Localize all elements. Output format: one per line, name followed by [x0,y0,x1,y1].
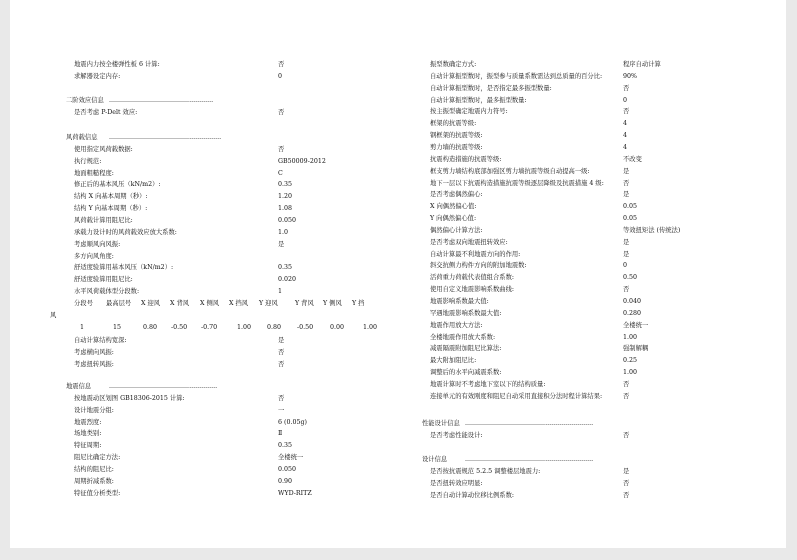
setting-label: 执行规范: [74,157,102,165]
setting-label: 特征周期: [74,442,102,450]
setting-value: 90% [623,72,637,80]
table-header-cell: X 迎风 [141,299,161,307]
section-title-wind-leader-dots: ........................................................ [109,134,222,141]
table-cell: 15 [113,323,122,331]
setting-label: 地下一层以下抗震构造措施抗震等级逐层降级及抗震措施 4 级: [430,179,604,187]
setting-value: 0.35 [278,181,293,189]
table-cell: 0.80 [267,323,282,331]
setting-value: 0.35 [278,264,293,272]
setting-label: 结构的阻尼比: [74,465,114,473]
table-header-cell: X 侧风 [200,299,220,307]
setting-label: 考虑扭转风振: [74,360,114,368]
setting-label: 按地震动区划图 GB18306-2015 计算: [74,394,185,402]
setting-value: 否 [278,108,285,116]
table-header-wrap: 风 [50,311,57,319]
setting-label: 是否自动计算动位移比例系数: [430,491,514,499]
setting-label: 剪力墙的抗震等级: [430,143,483,151]
setting-value: C [278,169,283,177]
setting-label: 结构 X 向基本周期（秒）: [74,193,148,201]
table-cell: 1.00 [363,323,378,331]
setting-value: 1.0 [278,228,289,236]
section-title-seismic-leader-dots: ...................................................... [109,383,218,390]
setting-value: 否 [623,380,630,388]
table-cell: 1.00 [237,323,252,331]
setting-value: 1.20 [278,193,293,201]
setting-label: 钢框架的抗震等级: [430,132,483,140]
setting-label: 偶然偏心计算方法: [430,226,483,234]
table-cell: -0.70 [201,323,218,331]
setting-label: 水平风荷载体型分段数: [74,288,140,296]
section-title-performance-leader-dots: ................................................................ [465,420,594,427]
setting-label: 舒适度验算用阻尼比: [74,276,133,284]
setting-value: 0.050 [278,216,297,224]
table-cell: 1 [80,323,85,331]
setting-value: 0.50 [623,274,638,282]
setting-label: 地震作用放大方法: [430,321,483,329]
setting-label: 自动计算振型数时，是否指定最多振型数量: [430,84,552,92]
table-header-cell: 分段号 [74,299,93,307]
setting-label: 是否考虑双向地震扭转效应: [430,238,508,246]
setting-label: 多方向风角度: [74,252,114,260]
setting-label: 是否考虑 P-Delt 效应: [74,108,138,116]
setting-value: 1.00 [623,333,638,341]
setting-value: 否 [623,84,630,92]
setting-label: 活荷重力荷载代表值组合系数: [430,274,514,282]
setting-value: 0.35 [278,442,293,450]
setting-value: 0 [623,96,628,104]
section-title-design-leader-dots: ................................................................ [465,456,594,463]
setting-value: 否 [278,145,285,153]
setting-value: 0.050 [278,465,297,473]
setting-label: X 向偶然偏心值: [430,203,477,211]
setting-label: 全楼地震作用放大系数: [430,333,496,341]
setting-label: 斜交抗侧力构件方向的附加地震数: [430,262,527,270]
setting-label: 风荷载计算用阻尼比: [74,216,133,224]
setting-value: 0 [278,72,283,80]
setting-label: 阻尼比确定方法: [74,454,121,462]
setting-value: WYD-RITZ [278,489,312,497]
setting-value: Ⅱ [278,430,283,438]
setting-value: 程序自动计算 [623,61,661,68]
setting-label: 振型数确定方式: [430,61,477,68]
setting-label: 调整后的水平向减震系数: [430,369,502,377]
setting-label: 地震影响系数最大值: [430,298,489,305]
setting-label: 舒适度验算用基本风压（kN/m2）: [74,264,174,272]
setting-label: 最大附加阻尼比: [430,357,477,365]
setting-label: 特征值分析类型: [74,489,121,497]
setting-label: 自动计算最不利地震方向的作用: [430,250,521,258]
setting-value: 是 [623,167,630,175]
setting-label: 地震内力按全楼弹性板 6 计算: [74,61,160,68]
table-header-cell: Y 背风 [295,299,314,307]
setting-value: 否 [623,179,630,187]
setting-value: 否 [623,431,630,439]
setting-value: 4 [623,120,628,128]
setting-label: 是否考虑偶然偏心: [430,191,483,199]
setting-value: 否 [278,360,285,368]
table-header-cell: 最高层号 [106,299,132,307]
setting-label: 考虑顺风向风振: [74,240,121,248]
setting-value: 是 [278,240,285,248]
table-cell: 0.80 [143,323,158,331]
setting-label: 求解器设定内存: [74,72,121,80]
setting-value: 全楼统一 [278,454,304,462]
setting-label: 周期折减系数: [74,477,114,485]
setting-value: 否 [623,286,630,294]
setting-label: 考虑横向风振: [74,348,114,356]
setting-label: 使用自定义地震影响系数曲线: [430,286,514,294]
setting-value: 6 (0.05g) [278,418,307,426]
table-header-cell: Y 迎风 [259,299,278,307]
setting-value: 强制解耦 [623,345,649,353]
setting-label: 场地类别: [74,430,102,438]
setting-label: 减震隔震附加阻尼比算法: [430,345,502,353]
setting-value: 否 [278,61,285,68]
setting-label: 是否考虑性能设计: [430,431,483,439]
table-cell: 0.00 [330,323,345,331]
setting-value: GB50009-2012 [278,157,326,165]
setting-value: 0.05 [623,203,638,211]
section-title-design: 设计信息 [422,456,448,463]
setting-value: 0 [623,262,628,270]
setting-label: 地面粗糙程度: [74,169,114,177]
setting-value: 不改变 [623,155,642,163]
setting-label: 结构 Y 向基本周期（秒）: [74,205,148,213]
setting-label: 承载力设计时的风荷载效应放大系数: [74,228,177,236]
setting-value: 一 [278,406,285,414]
setting-label: 是否按抗震规范 5.2.5 调整楼层地震力: [430,467,541,475]
setting-label: 设计地震分组: [74,406,114,414]
table-header-cell: Y 侧风 [323,299,342,307]
setting-value: 0.90 [278,477,293,485]
document-page [10,0,786,548]
setting-value: 否 [278,394,285,402]
setting-value: 4 [623,143,628,151]
section-title-second-order-leader-dots: .................................................... [109,97,214,104]
setting-label: 框架的抗震等级: [430,120,477,128]
section-title-wind: 风荷载信息 [66,134,98,141]
table-header-cell: Y 挡 [352,299,365,307]
setting-label: Y 向偶然偏心值: [430,215,477,223]
setting-label: 是否扭转效应明显: [430,479,483,487]
setting-value: 否 [278,348,285,356]
setting-value: 0.020 [278,276,297,284]
setting-value: 0.05 [623,215,638,223]
table-header-cell: X 背风 [170,299,190,307]
setting-label: 自动计算振型数时，最多振型数量: [430,96,527,104]
setting-value: 1.00 [623,369,638,377]
section-title-seismic: 地震信息 [66,383,92,390]
setting-value: 0.280 [623,309,642,317]
setting-value: 是 [623,191,630,199]
setting-label: 按主振型确定地震内力符号: [430,108,508,116]
setting-value: 1.08 [278,205,293,213]
setting-value: 否 [623,108,630,116]
table-cell: -0.50 [171,323,188,331]
table-cell: -0.50 [297,323,314,331]
table-header-cell: X 挡风 [229,299,249,307]
setting-value: 是 [278,336,285,344]
setting-label: 罕遇地震影响系数最大值: [430,309,502,317]
section-title-performance: 性能设计信息 [422,420,460,427]
setting-label: 地震烈度: [74,418,102,426]
setting-value: 否 [623,491,630,499]
setting-label: 连接单元的有效刚度和阻尼自动采用直接积分法时程计算结果: [430,392,603,400]
section-title-second-order: 二阶效应信息 [66,97,104,104]
setting-label: 抗震构造措施的抗震等级: [430,155,502,163]
setting-value: 4 [623,132,628,140]
setting-value: 是 [623,238,630,246]
setting-value: 全楼统一 [623,321,649,329]
setting-value: 否 [623,479,630,487]
setting-label: 使用指定风荷载数据: [74,145,133,153]
setting-value: 0.25 [623,357,638,365]
setting-value: 0.040 [623,298,642,305]
setting-value: 是 [623,250,630,258]
setting-label: 框支剪力墙结构底部加强区剪力墙抗震等级自动提高一级: [430,167,590,175]
setting-label: 自动计算振型数时，振型参与质量系数需达到总质量的百分比: [430,72,603,80]
setting-value: 等效扭矩法 (传统法) [623,226,681,234]
setting-value: 是 [623,467,630,475]
setting-label: 自动计算结构宽深: [74,336,127,344]
setting-value: 否 [623,392,630,400]
setting-label: 修正后的基本风压（kN/m2）: [74,181,161,189]
setting-label: 地震计算时不考虑地下室以下的结构质量: [430,380,546,388]
setting-value: 1 [278,288,283,296]
